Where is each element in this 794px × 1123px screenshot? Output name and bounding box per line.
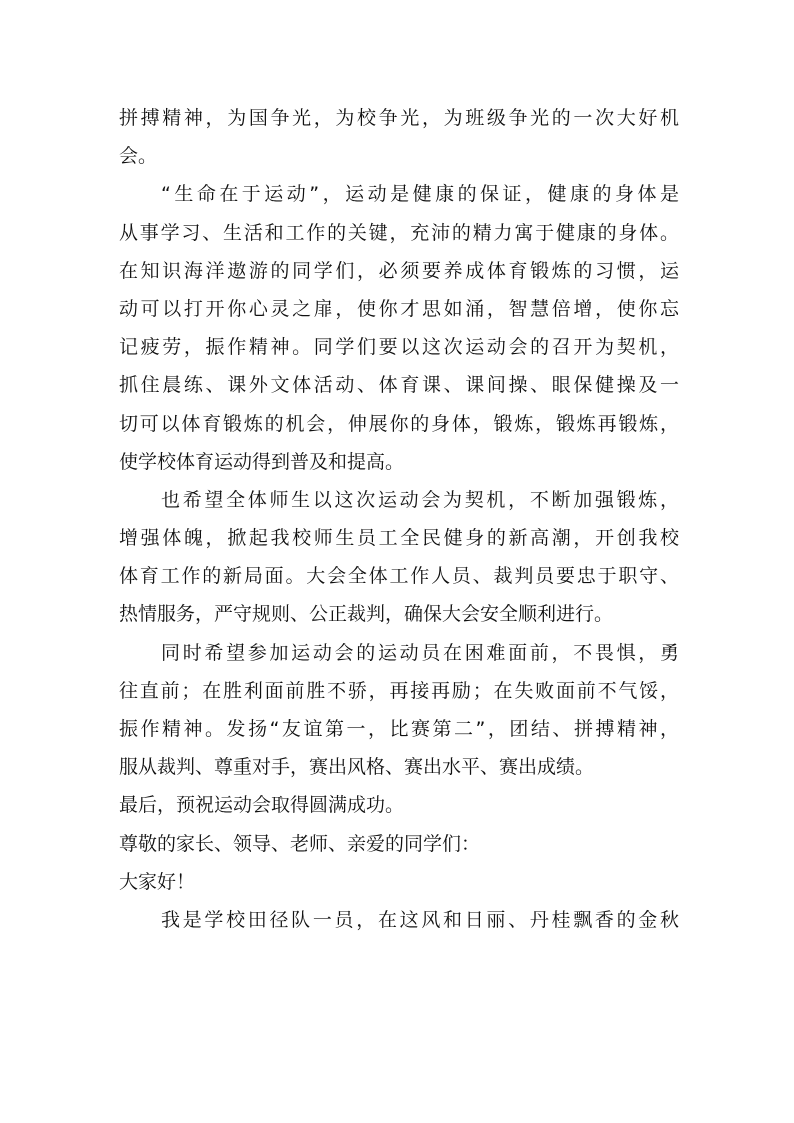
text-line: 大家好！ xyxy=(119,870,196,893)
text-line: 也希望全体师生以这次运动会为契机，不断加强锻炼， xyxy=(161,488,679,511)
text-line: 拼搏精神，为国争光，为校争光，为班级争光的一次大好机 xyxy=(119,107,679,129)
text-line: 服从裁判、尊重对手，赛出风格、赛出水平、赛出成绩。 xyxy=(119,756,595,779)
text-line: 记疲劳，振作精神。同学们要以这次运动会的召开为契机， xyxy=(119,336,679,359)
text-line: 在知识海洋遨游的同学们，必须要养成体育锻炼的习惯，运 xyxy=(119,259,679,282)
text-line: 切可以体育锻炼的机会，伸展你的身体，锻炼，锻炼再锻炼， xyxy=(119,412,679,435)
text-line: 同时希望参加运动会的运动员在困难面前，不畏惧，勇 xyxy=(161,641,679,664)
text-line: 往直前；在胜利面前胜不骄，再接再励；在失败面前不气馁， xyxy=(119,679,679,702)
text-line: 使学校体育运动得到普及和提高。 xyxy=(119,450,405,473)
text-line: 最后，预祝运动会取得圆满成功。 xyxy=(119,794,405,817)
body-text xyxy=(119,99,679,939)
text-line: 热情服务，严守规则、公正裁判，确保大会安全顺利进行。 xyxy=(119,603,614,626)
text-line: 我是学校田径队一员，在这风和日丽、丹桂飘香的金秋 xyxy=(161,908,679,931)
text-line: 动可以打开你心灵之扉，使你才思如涌，智慧倍增，使你忘 xyxy=(119,297,679,320)
text-line: 会。 xyxy=(119,145,158,168)
text-line: 振作精神。发扬“友谊第一，比赛第二”，团结、拼搏精神， xyxy=(119,718,679,740)
text-line: 增强体魄，掀起我校师生员工全民健身的新高潮，开创我校 xyxy=(119,527,679,550)
text-line: “生命在于运动”，运动是健康的保证，健康的身体是 xyxy=(161,183,679,206)
text-line: 从事学习、生活和工作的关键，充沛的精力寓于健康的身体。 xyxy=(119,221,679,244)
text-line: 体育工作的新局面。大会全体工作人员、裁判员要忠于职守、 xyxy=(119,565,679,588)
text-line: 尊敬的家长、领导、老师、亲爱的同学们： xyxy=(119,832,481,855)
text-line: 抓住晨练、课外文体活动、体育课、课间操、眼保健操及一 xyxy=(119,374,679,397)
